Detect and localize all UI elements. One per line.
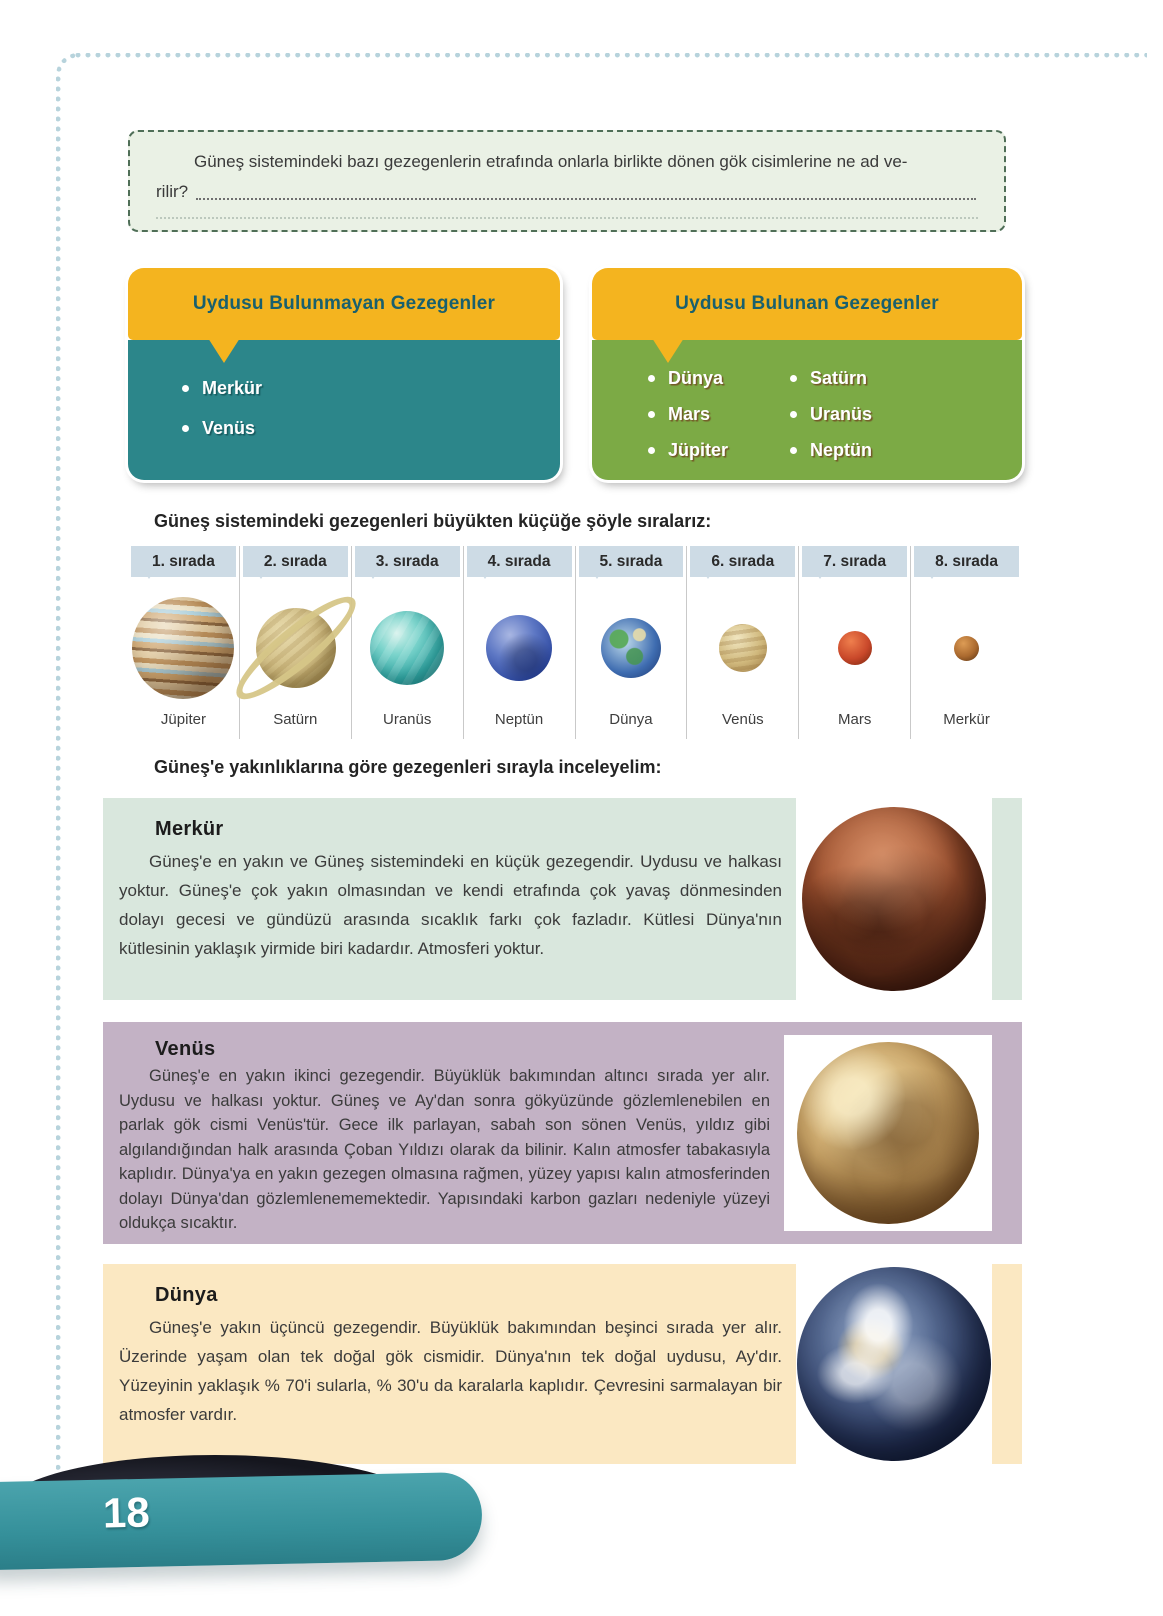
planet-name: Merkür	[202, 378, 263, 398]
infobox-no-moons-body	[128, 340, 560, 480]
no-moons-planet-list	[182, 378, 560, 439]
question-text-line2: rilir?	[156, 182, 189, 201]
infobox-with-moons-title: Uydusu Bulunan Gezegenler	[675, 293, 939, 314]
rank-header: 5. sırada	[579, 546, 684, 577]
page-number: 18	[102, 1488, 151, 1537]
with-moons-planet-list-col1	[648, 368, 728, 480]
rank-header: 3. sırada	[355, 546, 460, 577]
section-mercury	[103, 798, 1022, 1000]
earth-image	[601, 618, 661, 678]
section-body: Güneş'e en yakın ikinci gezegendir. Büyüklük bakımından altıncı sırada yer alır. Uydusu ve halkası yoktur. Güneş ve Ay'dan sonra gökyüzünde gözlemlenebilen en parlak gök cismi Venüs'tür. Gece ilk parlayan, sabah son sönen Venüs, yıldız gibi algılandığından halk arasında Çoban Yıldızı olarak da bilinir. Kalın atmosfer tabakasıyla kaplıdır. Dünya'ya en yakın gezegen olmasına rağmen, yüzey yapısı kalın atmosferinden dolayı Dünya'dan gözlemlenememektedir. Yapısındaki karbon gazları nedeniyle yüzeyi oldukça sıcaktır.	[119, 1067, 770, 1232]
saturn-image	[240, 592, 351, 704]
planet-label: Neptün	[494, 711, 544, 728]
section-body: Güneş'e en yakın ve Güneş sistemindeki en küçük gezegendir. Uydusu ve halkası yoktur. Güneş'e çok yakın olmasından ve kendi etrafında çok yavaş dönmesinden dolayı gecesi ve gündüzü arasında sıcaklık farkı çok fazladır. Kütlesi Dünya'nın kütlesinin yaklaşık yirmide biri kadardır. Atmosferi yoktur.	[119, 852, 782, 958]
size-col-1	[128, 546, 240, 739]
bullet-dot-icon	[790, 411, 797, 418]
bullet-dot-icon	[790, 447, 797, 454]
infobox-no-moons	[128, 268, 560, 480]
planet-label: Venüs	[721, 711, 764, 728]
rank-header: 8. sırada	[914, 546, 1019, 577]
infobox-with-moons	[592, 268, 1022, 480]
rank-header: 6. sırada	[690, 546, 795, 577]
rank-header: 7. sırada	[802, 546, 907, 577]
list-item	[790, 404, 872, 425]
size-col-5	[576, 546, 688, 739]
planet-name: Mars	[668, 404, 711, 424]
section-title: Dünya	[155, 1284, 218, 1306]
list-item	[648, 440, 728, 461]
venus-photo-box	[784, 1035, 992, 1231]
mercury-photo	[802, 807, 986, 991]
header-pointer-icon	[208, 338, 240, 379]
list-item	[182, 378, 560, 399]
planet-name: Dünya	[668, 368, 724, 388]
infobox-no-moons-title: Uydusu Bulunmayan Gezegenler	[192, 293, 496, 314]
rank-header: 1. sırada	[131, 546, 236, 577]
uranus-image	[370, 611, 444, 685]
planet-name: Satürn	[810, 368, 868, 388]
section-earth	[103, 1264, 1022, 1464]
size-col-8	[911, 546, 1022, 739]
rank-header: 2. sırada	[243, 546, 348, 577]
venus-image	[719, 624, 767, 672]
answer-dotted-line	[196, 184, 976, 200]
section-venus	[103, 1022, 1022, 1244]
mercury-image	[954, 636, 979, 661]
list-item	[790, 440, 872, 461]
saturn-ring-icon	[225, 584, 367, 712]
bullet-dot-icon	[648, 411, 655, 418]
bullet-dot-icon	[648, 447, 655, 454]
jupiter-image	[132, 597, 234, 699]
planet-label: Merkür	[943, 711, 990, 728]
mercury-photo-box	[796, 798, 992, 1000]
bullet-dot-icon	[182, 425, 189, 432]
earth-photo-box	[796, 1264, 992, 1464]
planet-name: Jüpiter	[668, 440, 729, 460]
section-body: Güneş'e yakın üçüncü gezegendir. Büyüklük bakımından beşinci sırada yer alır. Üzerinde yaşam olan tek doğal gök cismidir. Dünya'nın tek doğal uydusu, Ay'dır. Yüzeyinin yaklaşık % 70'i sularla, % 30'u da karalarla kaplıdır. Çevresini sarmalayan bir atmosfer vardır.	[119, 1318, 782, 1424]
size-col-6	[687, 546, 799, 739]
planet-label: Satürn	[273, 711, 318, 728]
size-order-table	[128, 546, 1022, 739]
infobox-with-moons-header	[592, 268, 1022, 340]
size-col-4	[464, 546, 576, 739]
question-box	[128, 130, 1006, 232]
list-item	[790, 368, 872, 389]
section-title: Merkür	[155, 818, 224, 840]
planet-label: Uranüs	[383, 711, 432, 728]
planet-label: Dünya	[609, 711, 653, 728]
earth-photo	[797, 1267, 991, 1461]
question-text-line1: Güneş sistemindeki bazı gezegenlerin etrafında onlarla birlikte dönen gök cisimlerine ne ad ve-	[194, 152, 908, 171]
page-number-ribbon	[0, 1472, 483, 1570]
answer-dotted-line-2	[156, 208, 978, 219]
bullet-dot-icon	[182, 385, 189, 392]
planet-label: Jüpiter	[160, 711, 206, 728]
rank-header: 4. sırada	[467, 546, 572, 577]
bullet-dot-icon	[790, 375, 797, 382]
size-col-2	[240, 546, 352, 739]
header-pointer-icon	[652, 338, 684, 379]
planet-name: Neptün	[810, 440, 873, 460]
infobox-no-moons-header	[128, 268, 560, 340]
size-order-heading: Güneş sistemindeki gezegenleri büyükten küçüğe şöyle sıralarız:	[154, 511, 712, 531]
size-col-3	[352, 546, 464, 739]
neptune-image	[486, 615, 552, 681]
planet-name: Venüs	[202, 418, 256, 438]
with-moons-planet-list-col2	[790, 368, 872, 480]
proximity-heading: Güneş'e yakınlıklarına göre gezegenleri sırayla inceleyelim:	[154, 757, 662, 777]
planet-name: Uranüs	[810, 404, 873, 424]
list-item	[648, 404, 728, 425]
venus-photo	[797, 1042, 979, 1224]
list-item	[182, 418, 560, 439]
mars-image	[838, 631, 872, 665]
planet-label: Mars	[838, 711, 872, 728]
size-col-7	[799, 546, 911, 739]
section-title: Venüs	[155, 1038, 216, 1060]
